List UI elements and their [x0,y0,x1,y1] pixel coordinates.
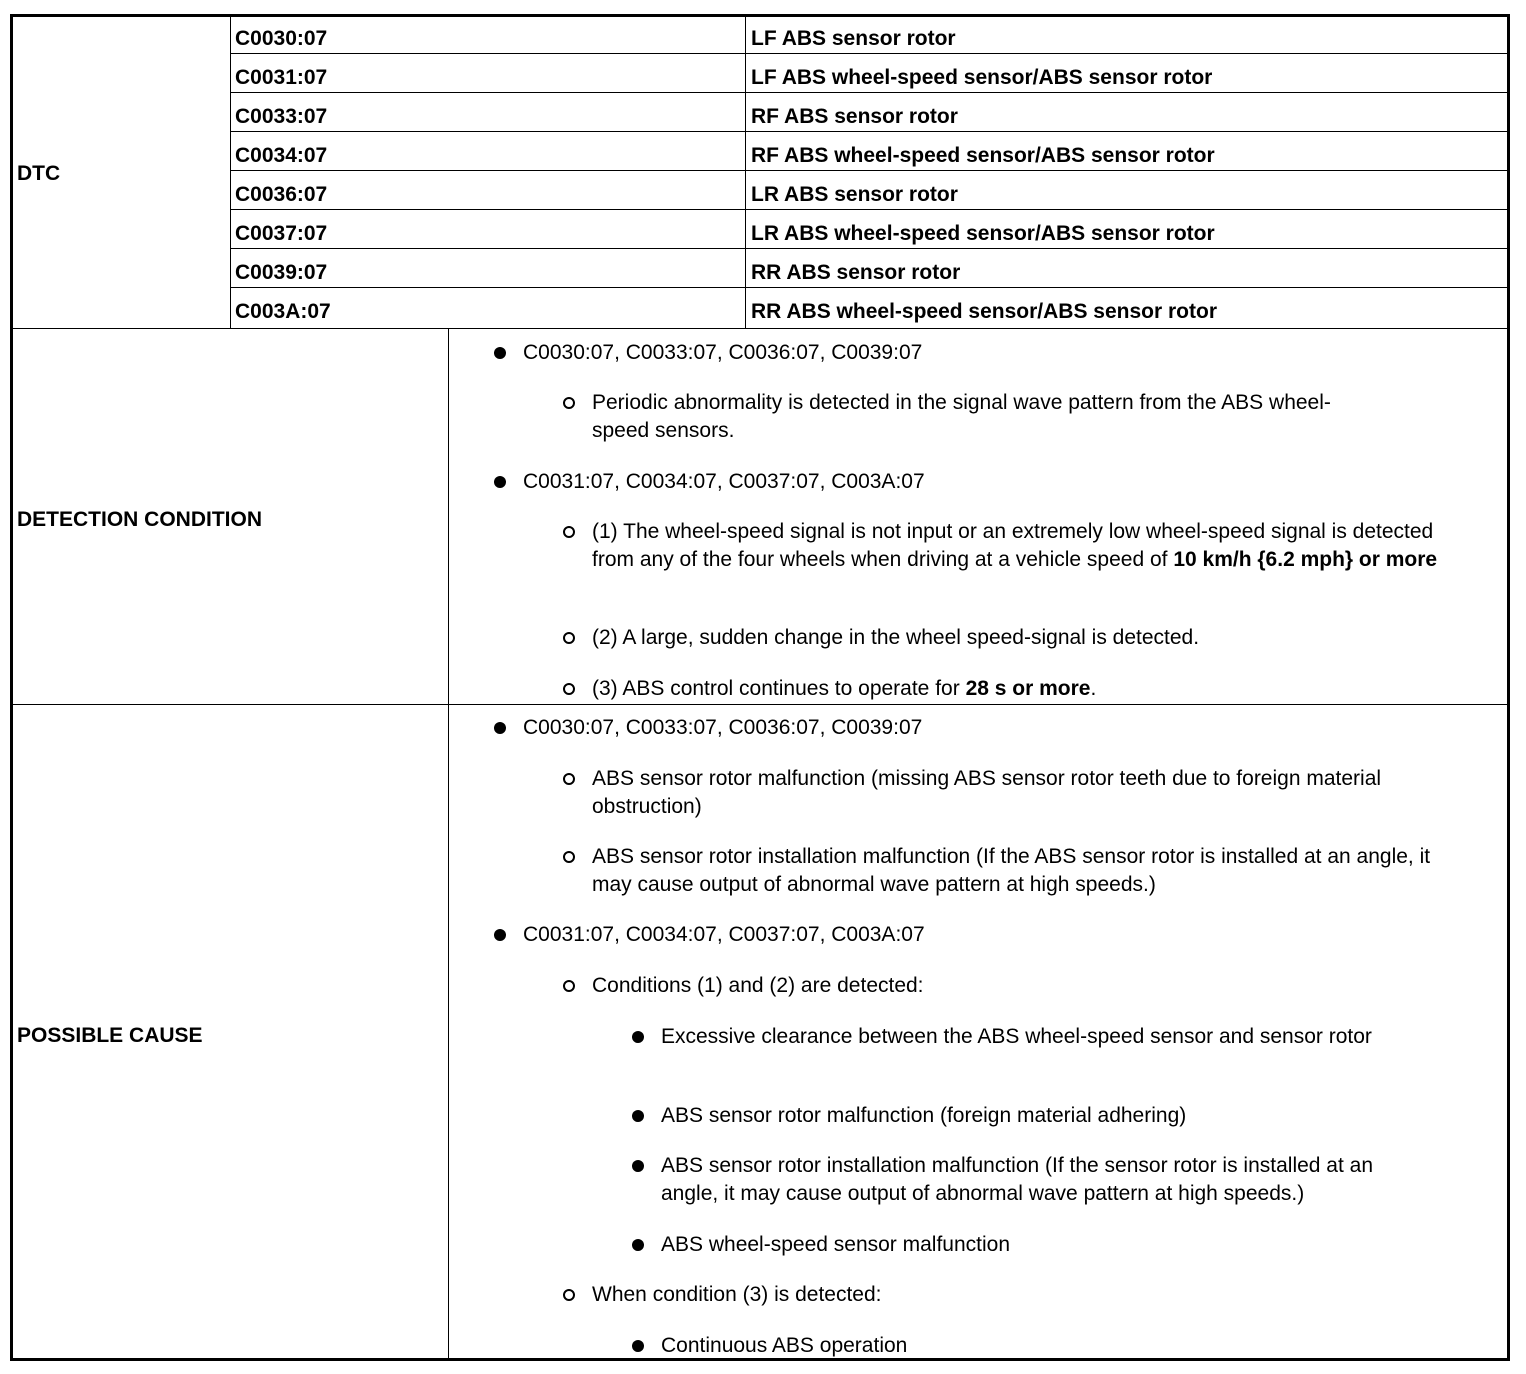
bullet-filled-icon [632,1239,644,1251]
dtc-code: C003A:07 [235,300,331,323]
bullet-hollow-icon [563,526,575,538]
dtc-code: C0037:07 [235,222,328,245]
column-divider [230,17,231,328]
dtc-info-table [10,14,1510,1361]
dtc-description: RF ABS wheel-speed sensor/ABS sensor rotor [751,144,1215,167]
bullet-filled-icon [494,476,506,488]
row-divider [230,170,1510,171]
cause-detail-item: ABS sensor rotor installation malfunction (If the sensor rotor is installed at an angle, it may cause output of abnormal wave pattern at high speeds.) [661,1154,1374,1205]
bullet-hollow-icon [563,851,575,863]
detection-group-codes: C0031:07, C0034:07, C0037:07, C003A:07 [523,470,925,493]
dtc-description: LR ABS wheel-speed sensor/ABS sensor rotor [751,222,1215,245]
detection-condition-item: (1) The wheel-speed signal is not input or an extremely low wheel-speed signal is detected from any of the four wheels when driving at a vehicle speed of 10 km/h {6.2 mph} or more [592,520,1438,571]
detection-condition-item: (3) ABS control continues to operate for 28 s or more. [592,677,1097,700]
row-divider [230,131,1510,132]
bullet-hollow-icon [563,397,575,409]
cause-group-codes: C0030:07, C0033:07, C0036:07, C0039:07 [523,716,923,739]
bullet-filled-icon [494,722,506,734]
possible-cause-label: POSSIBLE CAUSE [17,1024,203,1047]
row-divider [230,287,1510,288]
column-divider [745,17,746,328]
bullet-filled-icon [632,1340,644,1352]
dtc-description: RF ABS sensor rotor [751,105,958,128]
section-divider [13,328,1510,329]
bullet-filled-icon [632,1110,644,1122]
cause-item: ABS sensor rotor malfunction (missing ABS sensor rotor teeth due to foreign material obstruction) [592,767,1382,818]
cause-detail-item: Continuous ABS operation [661,1334,908,1357]
dtc-code: C0039:07 [235,261,328,284]
bullet-hollow-icon [563,683,575,695]
row-divider [230,92,1510,93]
column-divider [448,328,449,1361]
dtc-description: RR ABS sensor rotor [751,261,961,284]
dtc-description: LR ABS sensor rotor [751,183,958,206]
dtc-code: C0036:07 [235,183,328,206]
dtc-code: C0034:07 [235,144,328,167]
bullet-hollow-icon [563,773,575,785]
dtc-description: RR ABS wheel-speed sensor/ABS sensor rotor [751,300,1217,323]
detection-group-codes: C0030:07, C0033:07, C0036:07, C0039:07 [523,341,923,364]
bullet-filled-icon [632,1031,644,1043]
dtc-code: C0033:07 [235,105,328,128]
detection-condition-item: (2) A large, sudden change in the wheel speed-signal is detected. [592,626,1200,649]
dtc-code: C0031:07 [235,66,328,89]
cause-item: ABS sensor rotor installation malfunction (If the ABS sensor rotor is installed at an angle, it may cause output of abnormal wave pattern at high speeds.) [592,845,1431,896]
detection-condition-label: DETECTION CONDITION [17,508,262,531]
bullet-hollow-icon [563,632,575,644]
row-divider [230,248,1510,249]
bullet-hollow-icon [563,1289,575,1301]
dtc-description: LF ABS sensor rotor [751,27,956,50]
dtc-code: C0030:07 [235,27,328,50]
row-divider [230,209,1510,210]
cause-detail-item: Excessive clearance between the ABS wheel-speed sensor and sensor rotor [661,1025,1372,1048]
dtc-description: LF ABS wheel-speed sensor/ABS sensor rotor [751,66,1213,89]
bullet-filled-icon [494,347,506,359]
section-divider [13,704,1510,705]
row-divider [230,53,1510,54]
bullet-hollow-icon [563,980,575,992]
cause-subheading: When condition (3) is detected: [592,1283,882,1306]
detection-condition-item: Periodic abnormality is detected in the signal wave pattern from the ABS wheel-speed sensors. [592,391,1331,442]
dtc-label: DTC [17,162,61,185]
cause-detail-item: ABS wheel-speed sensor malfunction [661,1233,1011,1256]
cause-group-codes: C0031:07, C0034:07, C0037:07, C003A:07 [523,923,925,946]
bullet-filled-icon [632,1160,644,1172]
cause-detail-item: ABS sensor rotor malfunction (foreign material adhering) [661,1104,1187,1127]
cause-subheading: Conditions (1) and (2) are detected: [592,974,924,997]
bullet-filled-icon [494,929,506,941]
